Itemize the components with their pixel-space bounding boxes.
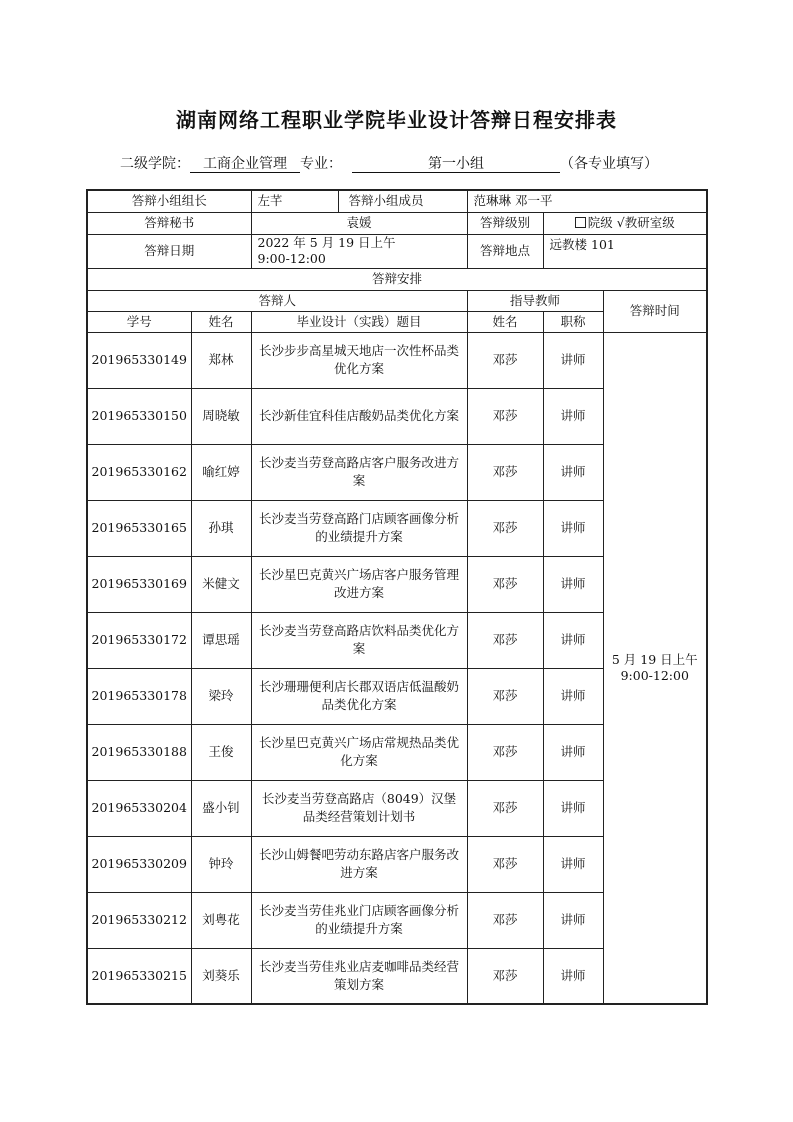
thesis-topic: 长沙星巴克黄兴广场店客户服务管理改进方案 <box>251 556 467 612</box>
thesis-topic: 长沙麦当劳登高路店（8049）汉堡品类经营策划计划书 <box>251 780 467 836</box>
teacher-group-header: 指导教师 <box>467 290 603 311</box>
student-group-header: 答辩人 <box>87 290 467 311</box>
defense-time-date: 5 月 19 日上午 <box>611 651 698 667</box>
student-id: 201965330162 <box>87 444 191 500</box>
teacher-title: 讲师 <box>543 780 603 836</box>
teacher-title: 讲师 <box>543 556 603 612</box>
teacher-title: 讲师 <box>543 388 603 444</box>
teacher-name: 邓莎 <box>467 444 543 500</box>
topic-header: 毕业设计（实践）题目 <box>251 311 467 332</box>
defense-time <box>603 332 707 1004</box>
student-name: 米健文 <box>191 556 251 612</box>
teacher-name: 邓莎 <box>467 780 543 836</box>
major-value: 第一小组 <box>352 156 560 173</box>
date-value: 2022 年 5 月 19 日上午 9:00-12:00 <box>251 234 467 268</box>
teacher-name: 邓莎 <box>467 836 543 892</box>
student-id: 201965330172 <box>87 612 191 668</box>
members-label: 答辩小组成员 <box>348 193 424 209</box>
teacher-title: 讲师 <box>543 668 603 724</box>
student-id: 201965330165 <box>87 500 191 556</box>
student-name: 喻红婷 <box>191 444 251 500</box>
id-header: 学号 <box>87 311 191 332</box>
level-value <box>543 212 707 234</box>
teacher-name: 邓莎 <box>467 724 543 780</box>
student-id: 201965330169 <box>87 556 191 612</box>
defense-time-range: 9:00-12:00 <box>620 667 689 683</box>
thesis-topic: 长沙新佳宜科佳店酸奶品类优化方案 <box>251 388 467 444</box>
thesis-topic: 长沙麦当劳登高路店饮料品类优化方案 <box>251 612 467 668</box>
teacher-title: 讲师 <box>543 444 603 500</box>
student-name: 钟玲 <box>191 836 251 892</box>
members-value: 范琳琳 邓一平 <box>467 190 707 212</box>
teacher-name: 邓莎 <box>467 612 543 668</box>
student-name: 王俊 <box>191 724 251 780</box>
teacher-name: 邓莎 <box>467 892 543 948</box>
level-label: 答辩级别 <box>467 212 543 234</box>
student-name: 刘粤花 <box>191 892 251 948</box>
college-label: 二级学院： <box>120 156 190 172</box>
secretary-value: 袁媛 <box>251 212 467 234</box>
time-header: 答辩时间 <box>603 290 707 332</box>
student-name: 盛小钊 <box>191 780 251 836</box>
secretary-label: 答辩秘书 <box>87 212 251 234</box>
student-name: 周晓敏 <box>191 388 251 444</box>
major-label: 专业： <box>300 156 342 172</box>
document-title: 湖南网络工程职业学院毕业设计答辩日程安排表 <box>176 108 617 132</box>
thesis-topic: 长沙山姆餐吧劳动东路店客户服务改进方案 <box>251 836 467 892</box>
checkbox-icon <box>575 217 586 228</box>
student-name: 孙琪 <box>191 500 251 556</box>
thesis-topic: 长沙麦当劳登高路店客户服务改进方案 <box>251 444 467 500</box>
student-id: 201965330212 <box>87 892 191 948</box>
teacher-name: 邓莎 <box>467 500 543 556</box>
teacher-name: 邓莎 <box>467 556 543 612</box>
student-id: 201965330209 <box>87 836 191 892</box>
student-name: 刘葵乐 <box>191 948 251 1004</box>
header-line <box>120 153 658 173</box>
thesis-topic: 长沙星巴克黄兴广场店常规热品类优化方案 <box>251 724 467 780</box>
student-id: 201965330150 <box>87 388 191 444</box>
leader-value: 左芊 答辩小组成员 <box>251 190 467 212</box>
teacher-name: 邓莎 <box>467 668 543 724</box>
teacher-title-header: 职称 <box>543 311 603 332</box>
student-id: 201965330215 <box>87 948 191 1004</box>
schedule-table <box>86 189 708 1005</box>
thesis-topic: 长沙麦当劳佳兆业店麦咖啡品类经营策划方案 <box>251 948 467 1004</box>
thesis-topic: 长沙步步高星城天地店一次性杯品类优化方案 <box>251 332 467 388</box>
table-row <box>87 332 707 388</box>
name-header: 姓名 <box>191 311 251 332</box>
teacher-name: 邓莎 <box>467 332 543 388</box>
level-option-college: 院级 <box>587 215 613 230</box>
student-id: 201965330178 <box>87 668 191 724</box>
level-option-dept: √教研室级 <box>616 215 675 230</box>
teacher-title: 讲师 <box>543 612 603 668</box>
teacher-name-header: 姓名 <box>467 311 543 332</box>
student-id: 201965330188 <box>87 724 191 780</box>
student-name: 谭思瑶 <box>191 612 251 668</box>
teacher-title: 讲师 <box>543 500 603 556</box>
teacher-name: 邓莎 <box>467 948 543 1004</box>
student-id: 201965330204 <box>87 780 191 836</box>
teacher-title: 讲师 <box>543 836 603 892</box>
teacher-title: 讲师 <box>543 948 603 1004</box>
leader-label: 答辩小组组长 <box>87 190 251 212</box>
section-heading: 答辩安排 <box>87 268 707 290</box>
student-name: 郑林 <box>191 332 251 388</box>
teacher-name: 邓莎 <box>467 388 543 444</box>
place-value: 远教楼 101 <box>543 234 707 268</box>
student-name: 梁玲 <box>191 668 251 724</box>
place-label: 答辩地点 <box>467 234 543 268</box>
teacher-title: 讲师 <box>543 892 603 948</box>
teacher-title: 讲师 <box>543 332 603 388</box>
thesis-topic: 长沙麦当劳佳兆业门店顾客画像分析的业绩提升方案 <box>251 892 467 948</box>
date-label: 答辩日期 <box>87 234 251 268</box>
thesis-topic: 长沙麦当劳登高路门店顾客画像分析的业绩提升方案 <box>251 500 467 556</box>
teacher-title: 讲师 <box>543 724 603 780</box>
student-id: 201965330149 <box>87 332 191 388</box>
thesis-topic: 长沙珊珊便利店长郡双语店低温酸奶品类优化方案 <box>251 668 467 724</box>
college-value: 工商企业管理 <box>190 156 300 173</box>
fill-note: （各专业填写） <box>560 156 658 172</box>
